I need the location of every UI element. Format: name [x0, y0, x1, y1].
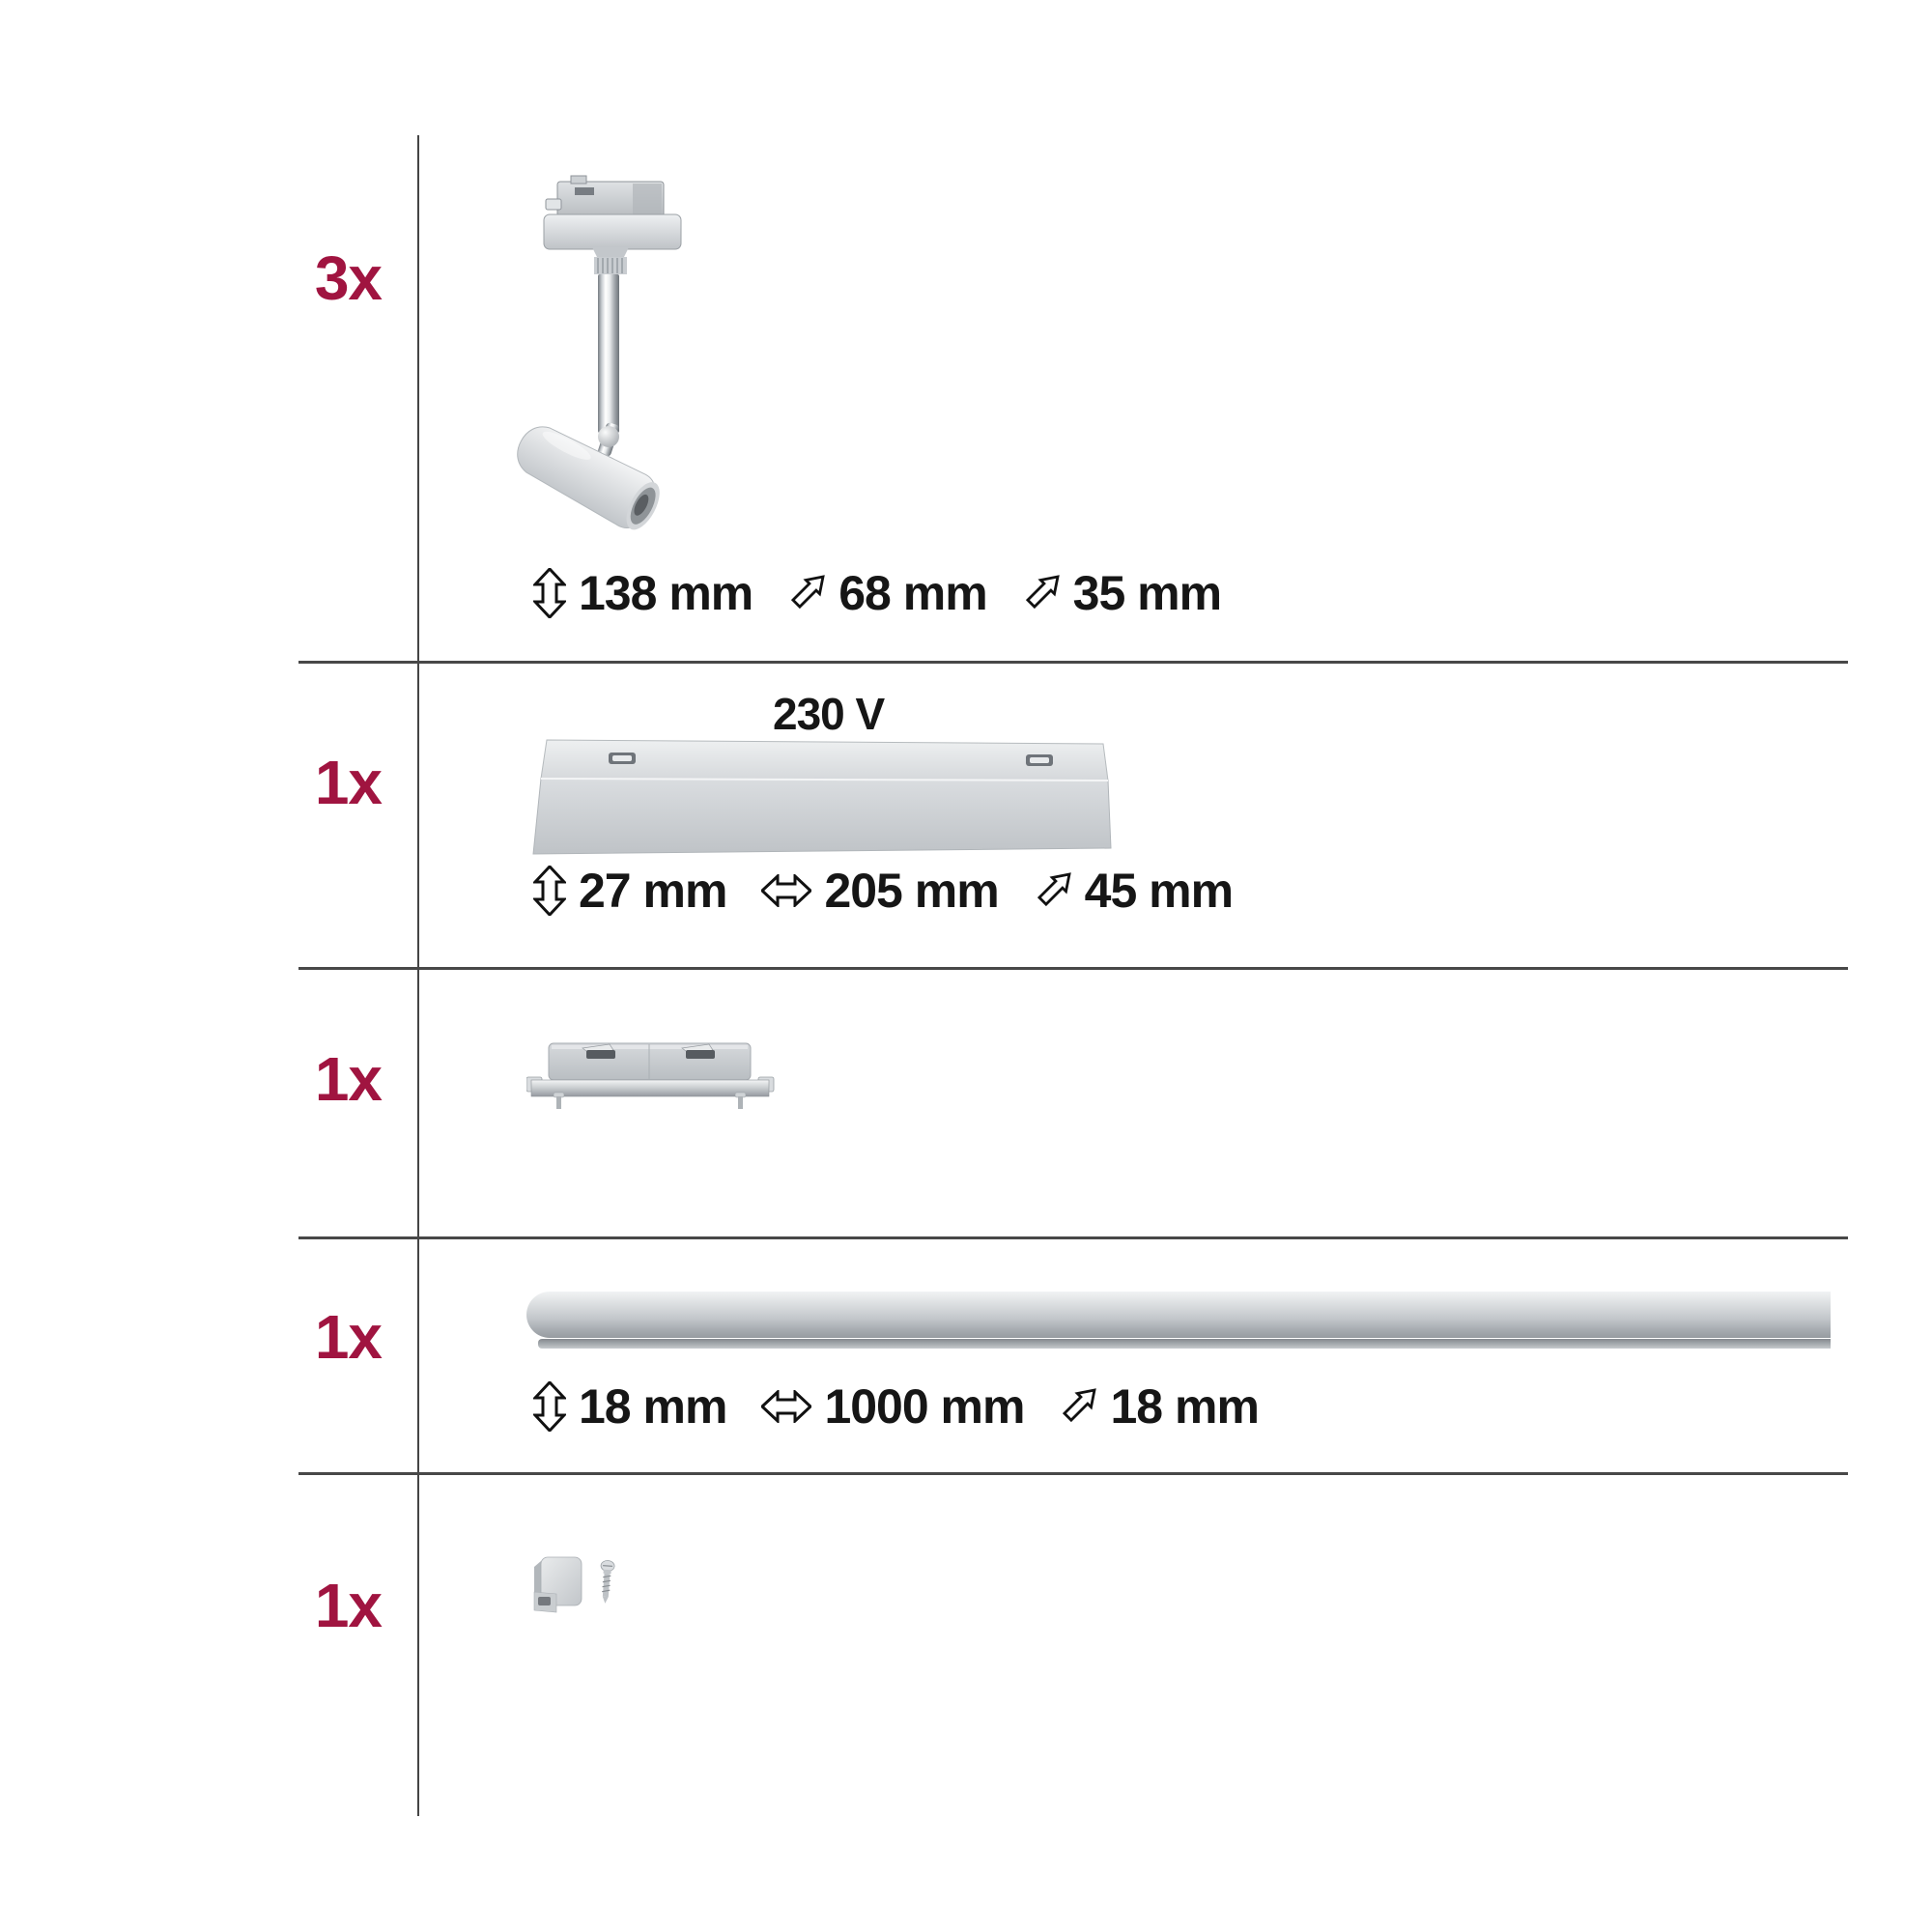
height-arrow-icon [533, 866, 566, 916]
depth-arrow-icon [1034, 871, 1072, 910]
width-arrow-icon [761, 874, 811, 907]
dimension-value: 1000 mm [824, 1379, 1025, 1434]
dimension-value: 45 mm [1084, 864, 1234, 918]
row-divider-3 [298, 1236, 1848, 1239]
dimension-value: 18 mm [579, 1379, 727, 1434]
height-arrow-icon [533, 1381, 566, 1432]
dimension-height [533, 1381, 726, 1432]
width-arrow-icon [761, 1390, 811, 1423]
dimension-value: 35 mm [1072, 566, 1222, 620]
quantity-label-rail: 1x [314, 1302, 382, 1372]
dimension-height [533, 568, 753, 618]
dimension-depth-1 [787, 566, 987, 620]
depth-arrow-icon [787, 574, 826, 612]
depth-arrow-icon [1022, 574, 1061, 612]
dimension-value: 138 mm [579, 566, 753, 620]
quantity-label-power-feed: 1x [314, 748, 382, 817]
track-connector-image [526, 1032, 778, 1123]
height-arrow-icon [533, 568, 566, 618]
rail-dimensions [533, 1381, 1259, 1432]
rail-groove [538, 1339, 1831, 1349]
quantity-label-spotlight: 3x [314, 243, 382, 313]
power-feed-image [531, 734, 1121, 865]
power-feed-dimensions [533, 866, 1233, 916]
row-divider-4 [298, 1472, 1848, 1475]
rail-profile [526, 1292, 1831, 1338]
dimension-value: 205 mm [824, 864, 999, 918]
quantity-label-connector: 1x [314, 1044, 382, 1114]
row-divider-1 [298, 661, 1848, 664]
dimension-depth [1034, 864, 1234, 918]
end-cap-image [529, 1548, 631, 1625]
dimension-value: 68 mm [838, 566, 987, 620]
dimension-width [761, 1379, 1025, 1434]
dimension-depth-2 [1022, 566, 1222, 620]
screw [598, 1560, 614, 1604]
dimension-value: 27 mm [579, 864, 727, 918]
voltage-label: 230 V [773, 689, 885, 739]
dimension-height [533, 866, 726, 916]
row-divider-2 [298, 967, 1848, 970]
dimension-value: 18 mm [1110, 1379, 1259, 1434]
dimension-width [761, 864, 999, 918]
quantity-label-end-cap: 1x [314, 1571, 382, 1640]
spotlight-dimensions [533, 568, 1221, 618]
vertical-divider [417, 135, 419, 1816]
track-spotlight-image [517, 174, 720, 580]
dimension-depth [1059, 1379, 1259, 1434]
depth-arrow-icon [1059, 1387, 1097, 1426]
